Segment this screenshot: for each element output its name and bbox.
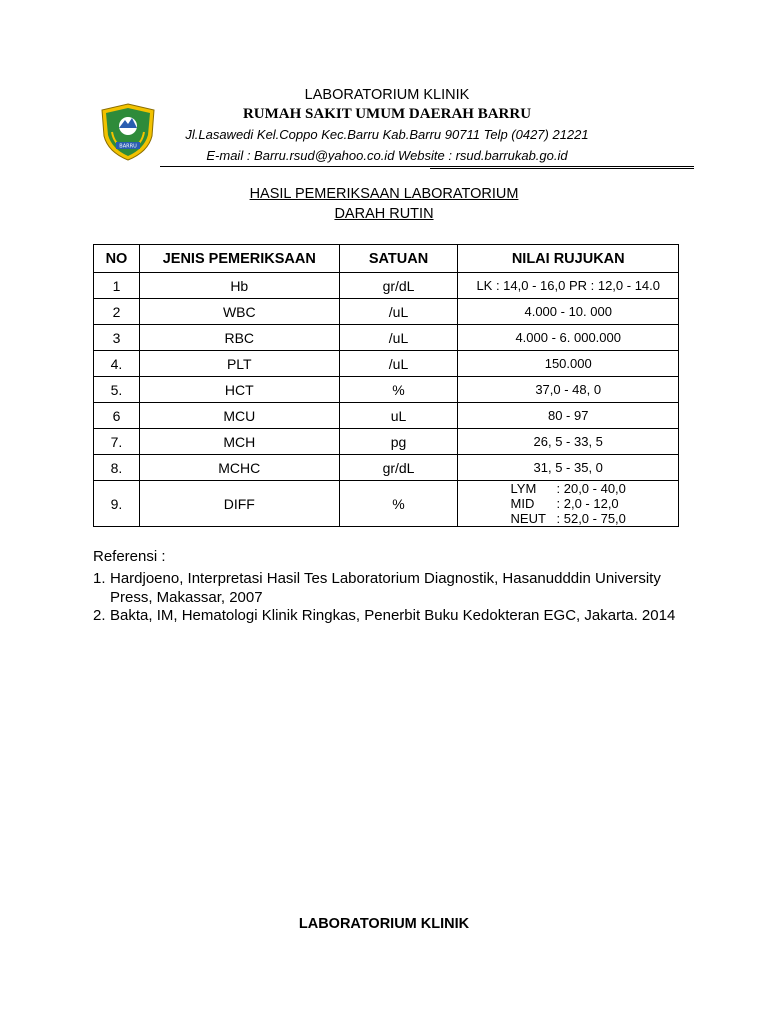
row-test-name: WBC (139, 299, 339, 325)
reference-text: Bakta, IM, Hematologi Klinik Ringkas, Penerbit Buku Kedokteran EGC, Jakarta. 2014 (110, 607, 676, 624)
table-row (94, 325, 679, 351)
row-test-name: HCT (139, 377, 339, 403)
row-reference-value: 150.000 (458, 351, 679, 377)
document-title: HASIL PEMERIKSAAN LABORATORIUM (249, 186, 519, 202)
row-no: 9. (94, 481, 140, 527)
row-reference-value (458, 481, 679, 527)
table-row (94, 351, 679, 377)
row-reference-value: 37,0 - 48, 0 (458, 377, 679, 403)
row-no: 5. (94, 377, 140, 403)
row-test-name: DIFF (139, 481, 339, 527)
diff-reference-list (511, 481, 626, 526)
diff-value: : 52,0 - 75,0 (556, 511, 626, 526)
lab-name: LABORATORIUM KLINIK (304, 87, 470, 103)
row-no: 1 (94, 273, 140, 299)
table-row (94, 429, 679, 455)
row-reference-value: 26, 5 - 33, 5 (458, 429, 679, 455)
row-unit: gr/dL (339, 273, 458, 299)
diff-label: NEUT (510, 511, 546, 526)
row-test-name: Hb (139, 273, 339, 299)
row-reference-value: 4.000 - 10. 000 (458, 299, 679, 325)
row-reference-value: LK : 14,0 - 16,0 PR : 12,0 - 14.0 (458, 273, 679, 299)
logo-text: BARRU (119, 143, 137, 150)
reference-number: 2. (93, 607, 106, 624)
row-test-name: PLT (139, 351, 339, 377)
diff-reference-item (511, 511, 626, 526)
diff-reference-item (511, 481, 626, 496)
row-unit: % (339, 481, 458, 527)
row-unit: pg (339, 429, 458, 455)
row-test-name: MCH (139, 429, 339, 455)
row-unit: % (339, 377, 458, 403)
hospital-name: RUMAH SAKIT UMUM DAERAH BARRU (242, 106, 532, 122)
header-test-name: JENIS PEMERIKSAAN (139, 245, 339, 273)
reference-text: Hardjoeno, Interpretasi Hasil Tes Laboratorium Diagnostik, Hasanudddin University Press, Makassar, 2007 (110, 570, 661, 606)
diff-label: LYM (510, 481, 537, 496)
table-row (94, 273, 679, 299)
row-test-name: MCU (139, 403, 339, 429)
header-divider (160, 166, 694, 167)
diff-label: MID (510, 496, 535, 511)
row-unit: /uL (339, 325, 458, 351)
header-reference-value: NILAI RUJUKAN (458, 245, 679, 273)
row-no: 2 (94, 299, 140, 325)
table-row (94, 377, 679, 403)
header-no: NO (94, 245, 140, 273)
row-test-name: RBC (139, 325, 339, 351)
row-unit: gr/dL (339, 455, 458, 481)
table-header-row (94, 245, 679, 273)
table-row (94, 299, 679, 325)
row-test-name: MCHC (139, 455, 339, 481)
header-divider-secondary (430, 168, 694, 169)
barru-regency-logo (98, 102, 158, 162)
row-reference-value: 80 - 97 (458, 403, 679, 429)
table-row-diff (94, 481, 679, 527)
diff-reference-item (511, 496, 626, 511)
row-unit: uL (339, 403, 458, 429)
row-reference-value: 4.000 - 6. 000.000 (458, 325, 679, 351)
row-no: 4. (94, 351, 140, 377)
row-no: 7. (94, 429, 140, 455)
lab-results-table (93, 244, 679, 527)
hospital-address: Jl.Lasawedi Kel.Coppo Kec.Barru Kab.Barru 90711 Telp (0427) 21221 (185, 127, 589, 142)
reference-item (93, 607, 693, 626)
reference-item (93, 570, 693, 607)
footer-signature-label: LABORATORIUM KLINIK (298, 916, 470, 932)
reference-number: 1. (93, 570, 106, 587)
table-row (94, 403, 679, 429)
document-subtitle: DARAH RUTIN (334, 206, 434, 222)
row-no: 6 (94, 403, 140, 429)
row-no: 3 (94, 325, 140, 351)
references-title: Referensi : (93, 548, 166, 565)
diff-value: : 20,0 - 40,0 (556, 481, 626, 496)
row-no: 8. (94, 455, 140, 481)
hospital-contact: E-mail : Barru.rsud@yahoo.co.id Website : rsud.barrukab.go.id (206, 148, 568, 163)
diff-value: : 2,0 - 12,0 (556, 496, 619, 511)
table-row (94, 455, 679, 481)
row-unit: /uL (339, 351, 458, 377)
row-unit: /uL (339, 299, 458, 325)
header-unit: SATUAN (339, 245, 458, 273)
row-reference-value: 31, 5 - 35, 0 (458, 455, 679, 481)
